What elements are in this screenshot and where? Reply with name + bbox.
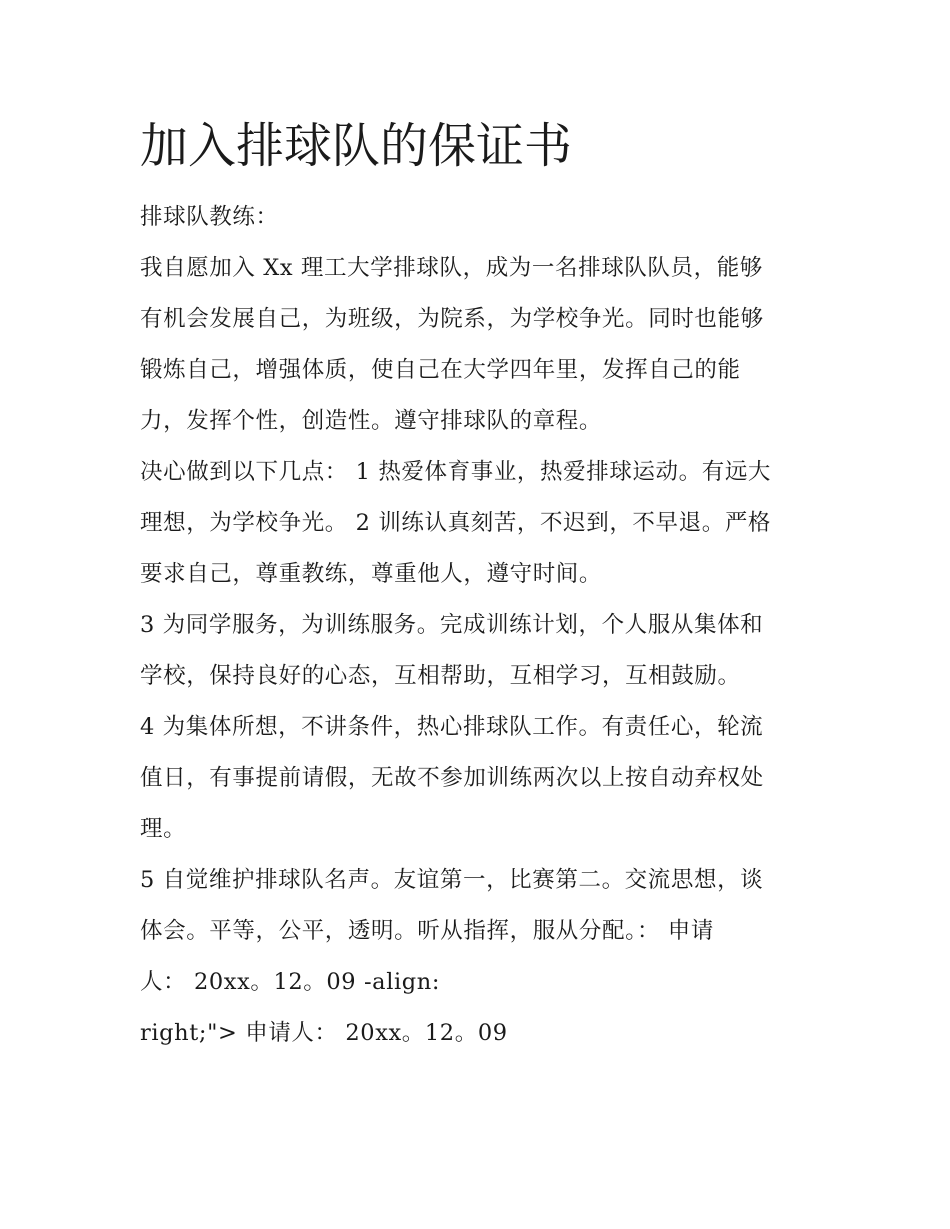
signature-line: 人： 20xx。12。09 -align: (140, 969, 441, 995)
body-line: 5 自觉维护排球队名声。友谊第一，比赛第二。交流思想，谈 (140, 867, 764, 893)
signature-line: right;"> 申请人： 20xx。12。09 (140, 1020, 508, 1046)
body-line: 我自愿加入 Xx 理工大学排球队，成为一名排球队队员，能够 (140, 255, 763, 281)
body-line: 理想，为学校争光。 2 训练认真刻苦，不迟到，不早退。严格 (140, 510, 772, 536)
salutation-line: 排球队教练： (140, 204, 279, 230)
body-line: 3 为同学服务，为训练服务。完成训练计划，个人服从集体和 (140, 612, 764, 638)
body-line: 学校，保持良好的心态，互相帮助，互相学习，互相鼓励。 (140, 663, 741, 689)
body-line: 理。 (140, 816, 187, 842)
document-body (140, 110, 820, 1059)
body-line: 有机会发展自己，为班级，为院系，为学校争光。同时也能够 (140, 306, 764, 332)
body-line: 值日，有事提前请假，无故不参加训练两次以上按自动弃权处 (140, 765, 764, 791)
body-line: 要求自己，尊重教练，尊重他人，遵守时间。 (140, 561, 603, 587)
body-line: 4 为集体所想，不讲条件，热心排球队工作。有责任心，轮流 (140, 714, 764, 740)
document-title: 加入排球队的保证书 (140, 118, 573, 174)
body-line: 体会。平等，公平，透明。听从指挥，服从分配。： 申请 (140, 918, 715, 944)
body-line: 决心做到以下几点： 1 热爱体育事业，热爱排球运动。有远大 (140, 459, 772, 485)
body-line: 锻炼自己，增强体质，使自己在大学四年里，发挥自己的能 (140, 357, 741, 383)
body-line: 力，发挥个性，创造性。遵守排球队的章程。 (140, 408, 603, 434)
